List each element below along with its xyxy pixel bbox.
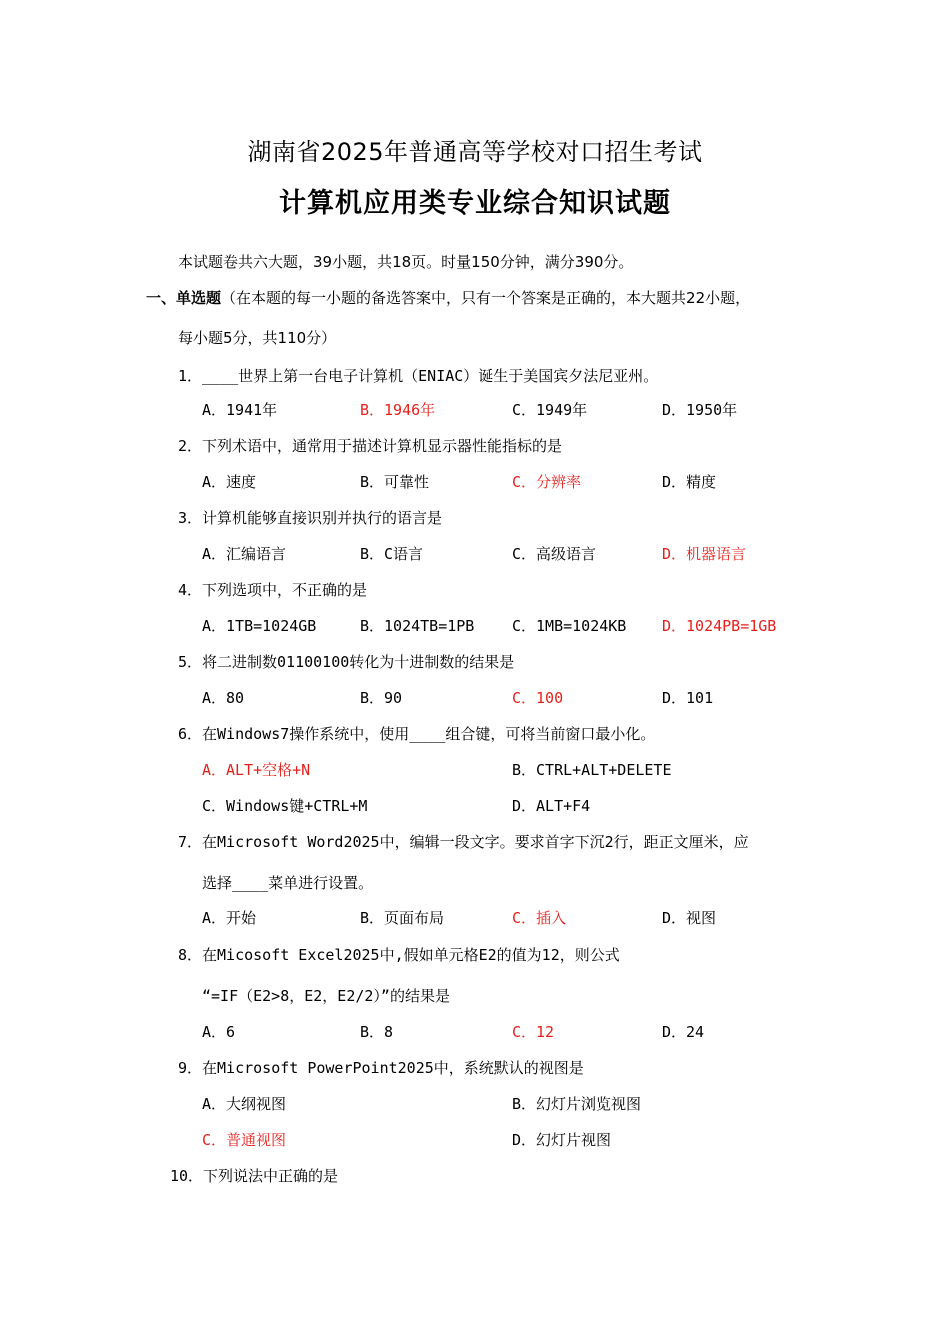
question-stem: 4．下列选项中，不正确的是 bbox=[178, 581, 368, 599]
option-d: D．ALT+F4 bbox=[512, 797, 591, 815]
option-b: B．8 bbox=[360, 1023, 394, 1041]
section-description: （在本题的每一小题的备选答案中，只有一个答案是正确的，本大题共22小题， bbox=[221, 289, 751, 307]
question-stem: 5．将二进制数01100100转化为十进制数的结果是 bbox=[178, 653, 515, 671]
section-number: 一、 bbox=[146, 289, 177, 307]
exam-intro: 本试题卷共六大题，39小题，共18页。时量150分钟，满分390分。 bbox=[178, 253, 634, 271]
option-c-answer: C．100 bbox=[512, 689, 564, 707]
question-stem: 7．在Microsoft Word2025中，编辑一段文字。要求首字下沉2行，距正文厘米，应 bbox=[178, 833, 749, 851]
option-d: D．幻灯片视图 bbox=[512, 1131, 612, 1149]
question-stem: 8．在Micosoft Excel2025中,假如单元格E2的值为12，则公式 bbox=[178, 946, 620, 964]
option-b-answer: B．1946年 bbox=[360, 401, 436, 419]
option-a: A．6 bbox=[202, 1023, 236, 1041]
option-d: D．精度 bbox=[662, 473, 717, 491]
option-a-answer: A．ALT+空格+N bbox=[202, 761, 311, 779]
option-d: D．视图 bbox=[662, 909, 717, 927]
question-stem-cont: 选择____菜单进行设置。 bbox=[202, 874, 374, 892]
option-d: D．1950年 bbox=[662, 401, 738, 419]
question-stem: 10．下列说法中正确的是 bbox=[170, 1167, 339, 1185]
option-d-answer: D．1024PB=1GB bbox=[662, 617, 777, 635]
option-c: C．Windows键+CTRL+M bbox=[202, 797, 368, 815]
option-c-answer: C．普通视图 bbox=[202, 1131, 287, 1149]
option-b: B．C语言 bbox=[360, 545, 424, 563]
section-name: 单选题 bbox=[176, 289, 222, 307]
option-d: D．24 bbox=[662, 1023, 705, 1041]
option-c-answer: C．分辨率 bbox=[512, 473, 582, 491]
section-heading bbox=[146, 288, 750, 308]
question-stem: 9．在Microsoft PowerPoint2025中，系统默认的视图是 bbox=[178, 1059, 584, 1077]
question-stem-cont: “=IF（E2>8，E2，E2/2）”的结果是 bbox=[202, 987, 450, 1005]
option-c: C．1MB=1024KB bbox=[512, 617, 627, 635]
option-a: A．汇编语言 bbox=[202, 545, 287, 563]
question-stem: 6．在Windows7操作系统中，使用____组合键，可将当前窗口最小化。 bbox=[178, 725, 656, 743]
option-c-answer: C．12 bbox=[512, 1023, 555, 1041]
option-b: B．可靠性 bbox=[360, 473, 430, 491]
option-d: D．101 bbox=[662, 689, 714, 707]
option-a: A．开始 bbox=[202, 909, 257, 927]
question-stem: 3．计算机能够直接识别并执行的语言是 bbox=[178, 509, 443, 527]
option-a: A．1TB=1024GB bbox=[202, 617, 317, 635]
exam-title: 湖南省2025年普通高等学校对口招生考试 bbox=[247, 138, 703, 166]
option-a: A．80 bbox=[202, 689, 245, 707]
option-a: A．速度 bbox=[202, 473, 257, 491]
option-c: C．高级语言 bbox=[512, 545, 597, 563]
section-description-cont: 每小题5分，共110分） bbox=[178, 329, 337, 347]
option-d-answer: D．机器语言 bbox=[662, 545, 747, 563]
question-stem: 1．____世界上第一台电子计算机（ENIAC）诞生于美国宾夕法尼亚州。 bbox=[178, 367, 659, 385]
option-b: B．90 bbox=[360, 689, 403, 707]
option-b: B．页面布局 bbox=[360, 909, 445, 927]
question-stem: 2．下列术语中，通常用于描述计算机显示器性能指标的是 bbox=[178, 437, 563, 455]
exam-subtitle: 计算机应用类专业综合知识试题 bbox=[279, 188, 671, 219]
option-a: A．大纲视图 bbox=[202, 1095, 287, 1113]
option-c: C．1949年 bbox=[512, 401, 588, 419]
option-a: A．1941年 bbox=[202, 401, 278, 419]
option-b: B．CTRL+ALT+DELETE bbox=[512, 761, 672, 779]
option-b: B．1024TB=1PB bbox=[360, 617, 475, 635]
option-b: B．幻灯片浏览视图 bbox=[512, 1095, 642, 1113]
option-c-answer: C．插入 bbox=[512, 909, 567, 927]
